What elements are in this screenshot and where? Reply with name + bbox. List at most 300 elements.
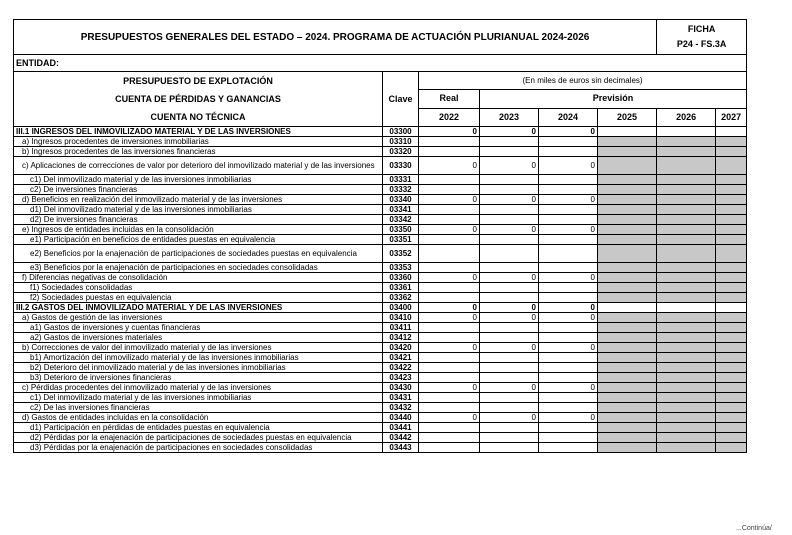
row-description: d2) De inversiones financieras bbox=[14, 215, 383, 225]
row-description: c1) Del inmovilizado material y de las inversiones inmobiliarias bbox=[14, 393, 383, 403]
value-cell[interactable]: 0 bbox=[539, 313, 598, 323]
row-clave: 03332 bbox=[383, 185, 419, 195]
prevision-cell bbox=[657, 245, 716, 263]
value-cell[interactable] bbox=[539, 443, 598, 453]
prevision-cell bbox=[716, 205, 747, 215]
value-cell[interactable] bbox=[539, 393, 598, 403]
row-clave: 03400 bbox=[383, 303, 419, 313]
prevision-cell[interactable] bbox=[716, 303, 747, 313]
prevision-cell bbox=[716, 413, 747, 423]
value-cell[interactable]: 0 bbox=[480, 157, 539, 175]
prevision-cell bbox=[657, 423, 716, 433]
table-row bbox=[14, 185, 747, 195]
value-cell[interactable]: 0 bbox=[480, 225, 539, 235]
value-cell[interactable]: 0 bbox=[419, 157, 480, 175]
table-row bbox=[14, 137, 747, 147]
value-cell[interactable]: 0 bbox=[539, 157, 598, 175]
prevision-cell bbox=[716, 323, 747, 333]
value-cell[interactable] bbox=[419, 443, 480, 453]
prevision-cell bbox=[716, 245, 747, 263]
prevision-cell bbox=[657, 175, 716, 185]
table-row bbox=[14, 303, 747, 313]
value-cell[interactable] bbox=[480, 373, 539, 383]
value-cell[interactable]: 0 bbox=[480, 413, 539, 423]
form-sheet bbox=[13, 19, 746, 453]
value-cell[interactable]: 0 bbox=[419, 313, 480, 323]
prevision-cell bbox=[598, 175, 657, 185]
value-cell[interactable] bbox=[419, 137, 480, 147]
value-cell[interactable]: 0 bbox=[539, 413, 598, 423]
section-line-3: CUENTA NO TÉCNICA bbox=[150, 112, 246, 122]
row-clave: 03422 bbox=[383, 363, 419, 373]
prevision-cell bbox=[598, 413, 657, 423]
prevision-cell[interactable] bbox=[657, 127, 716, 137]
row-description: f) Diferencias negativas de consolidación bbox=[14, 273, 383, 283]
prevision-cell bbox=[716, 273, 747, 283]
prevision-cell bbox=[598, 363, 657, 373]
value-cell[interactable]: 0 bbox=[480, 273, 539, 283]
value-cell[interactable]: 0 bbox=[539, 383, 598, 393]
prevision-cell bbox=[716, 363, 747, 373]
table-row bbox=[14, 393, 747, 403]
value-cell[interactable] bbox=[419, 353, 480, 363]
row-description: b2) Deterioro del inmovilizado material y de las inversiones inmobiliarias bbox=[14, 363, 383, 373]
prevision-cell bbox=[657, 393, 716, 403]
value-cell[interactable] bbox=[539, 147, 598, 157]
value-cell[interactable] bbox=[539, 283, 598, 293]
value-cell[interactable] bbox=[539, 293, 598, 303]
table-row bbox=[14, 157, 747, 175]
value-cell[interactable] bbox=[480, 185, 539, 195]
prevision-cell bbox=[657, 185, 716, 195]
value-cell[interactable]: 0 bbox=[539, 303, 598, 313]
table-row bbox=[14, 433, 747, 443]
value-cell[interactable]: 0 bbox=[419, 225, 480, 235]
value-cell[interactable] bbox=[539, 333, 598, 343]
row-clave: 03342 bbox=[383, 215, 419, 225]
table-row bbox=[14, 423, 747, 433]
year-header: 2024 bbox=[539, 108, 598, 126]
table-row bbox=[14, 383, 747, 393]
row-description: c1) Del inmovilizado material y de las inversiones inmobiliarias bbox=[14, 175, 383, 185]
prevision-cell bbox=[716, 283, 747, 293]
section-line-1: PRESUPUESTO DE EXPLOTACIÓN bbox=[123, 76, 273, 86]
value-cell[interactable] bbox=[480, 263, 539, 273]
value-cell[interactable] bbox=[539, 433, 598, 443]
prevision-cell bbox=[657, 343, 716, 353]
value-cell[interactable] bbox=[419, 175, 480, 185]
table-row bbox=[14, 235, 747, 245]
prevision-cell bbox=[598, 403, 657, 413]
prevision-cell bbox=[657, 235, 716, 245]
prevision-cell bbox=[598, 323, 657, 333]
table-row bbox=[14, 263, 747, 273]
year-header: 2026 bbox=[657, 108, 716, 126]
row-clave: 03352 bbox=[383, 245, 419, 263]
table-row bbox=[14, 363, 747, 373]
prevision-cell bbox=[657, 283, 716, 293]
row-clave: 03423 bbox=[383, 373, 419, 383]
row-clave: 03360 bbox=[383, 273, 419, 283]
prevision-cell bbox=[716, 263, 747, 273]
row-clave: 03411 bbox=[383, 323, 419, 333]
row-description: d1) Participación en pérdidas de entidades puestas en equivalencia bbox=[14, 423, 383, 433]
value-cell[interactable] bbox=[480, 293, 539, 303]
prevision-cell bbox=[716, 195, 747, 205]
prevision-cell bbox=[598, 273, 657, 283]
prevision-cell bbox=[598, 205, 657, 215]
prevision-cell bbox=[598, 373, 657, 383]
value-cell[interactable] bbox=[539, 403, 598, 413]
row-description: e2) Beneficios por la enajenación de participaciones de sociedades puestas en equivalencia bbox=[14, 245, 383, 263]
table-row bbox=[14, 323, 747, 333]
row-description: a1) Gastos de inversiones y cuentas financieras bbox=[14, 323, 383, 333]
prevision-cell bbox=[657, 313, 716, 323]
row-clave: 03353 bbox=[383, 263, 419, 273]
value-cell[interactable] bbox=[419, 323, 480, 333]
row-description: b1) Amortización del inmovilizado material y de las inversiones inmobiliarias bbox=[14, 353, 383, 363]
row-description: a) Gastos de gestión de las inversiones bbox=[14, 313, 383, 323]
prevision-cell[interactable] bbox=[657, 303, 716, 313]
row-clave: 03320 bbox=[383, 147, 419, 157]
ficha-code: P24 - FS.3A bbox=[676, 39, 727, 49]
prevision-cell bbox=[598, 293, 657, 303]
prevision-cell bbox=[716, 333, 747, 343]
row-clave: 03310 bbox=[383, 137, 419, 147]
prevision-cell bbox=[598, 383, 657, 393]
prevision-cell bbox=[716, 433, 747, 443]
row-clave: 03351 bbox=[383, 235, 419, 245]
prevision-cell bbox=[657, 225, 716, 235]
value-cell[interactable] bbox=[539, 373, 598, 383]
table-row bbox=[14, 283, 747, 293]
prevision-cell bbox=[657, 323, 716, 333]
table-row bbox=[14, 443, 747, 453]
value-cell[interactable]: 0 bbox=[480, 343, 539, 353]
table-row bbox=[14, 205, 747, 215]
value-cell[interactable] bbox=[480, 175, 539, 185]
prevision-cell bbox=[716, 137, 747, 147]
prevision-cell bbox=[657, 293, 716, 303]
value-cell[interactable] bbox=[419, 333, 480, 343]
table-row bbox=[14, 353, 747, 363]
row-clave: 03442 bbox=[383, 433, 419, 443]
row-clave: 03430 bbox=[383, 383, 419, 393]
value-cell[interactable] bbox=[480, 403, 539, 413]
section-line-2: CUENTA DE PÉRDIDAS Y GANANCIAS bbox=[115, 94, 281, 104]
prevision-cell bbox=[716, 353, 747, 363]
prevision-cell bbox=[598, 245, 657, 263]
entidad-field[interactable]: ENTIDAD: bbox=[14, 55, 747, 72]
value-cell[interactable] bbox=[480, 245, 539, 263]
table-row bbox=[14, 245, 747, 263]
value-cell[interactable] bbox=[419, 263, 480, 273]
value-cell[interactable]: 0 bbox=[419, 413, 480, 423]
table-row bbox=[14, 333, 747, 343]
value-cell[interactable]: 0 bbox=[419, 273, 480, 283]
value-cell[interactable]: 0 bbox=[480, 303, 539, 313]
value-cell[interactable] bbox=[419, 293, 480, 303]
prevision-cell bbox=[657, 383, 716, 393]
prevision-cell bbox=[716, 423, 747, 433]
value-cell[interactable] bbox=[480, 323, 539, 333]
row-clave: 03300 bbox=[383, 127, 419, 137]
value-cell[interactable]: 0 bbox=[539, 225, 598, 235]
year-header: 2023 bbox=[480, 108, 539, 126]
row-clave: 03362 bbox=[383, 293, 419, 303]
prevision-cell bbox=[716, 147, 747, 157]
value-cell[interactable] bbox=[419, 283, 480, 293]
row-description: c) Pérdidas procedentes del inmovilizado material y de las inversiones bbox=[14, 383, 383, 393]
value-cell[interactable] bbox=[419, 403, 480, 413]
value-cell[interactable] bbox=[419, 147, 480, 157]
row-description: e) Ingresos de entidades incluidas en la consolidación bbox=[14, 225, 383, 235]
prevision-cell bbox=[598, 393, 657, 403]
budget-table bbox=[13, 19, 747, 453]
value-cell[interactable] bbox=[480, 333, 539, 343]
value-cell[interactable] bbox=[480, 363, 539, 373]
page-title: PRESUPUESTOS GENERALES DEL ESTADO – 2024. PROGRAMA DE ACTUACIÓN PLURIANUAL 2024-2026 bbox=[14, 20, 657, 55]
prevision-cell bbox=[598, 333, 657, 343]
value-cell[interactable]: 0 bbox=[419, 195, 480, 205]
value-cell[interactable] bbox=[539, 323, 598, 333]
value-cell[interactable] bbox=[480, 215, 539, 225]
prevision-cell bbox=[598, 157, 657, 175]
real-header: Real bbox=[419, 90, 480, 108]
row-description: d3) Pérdidas por la enajenación de participaciones en sociedades consolidadas bbox=[14, 443, 383, 453]
value-cell[interactable] bbox=[419, 185, 480, 195]
value-cell[interactable] bbox=[480, 443, 539, 453]
row-description: III.2 GASTOS DEL INMOVILIZADO MATERIAL Y DE LAS INVERSIONES bbox=[14, 303, 383, 313]
prevision-header: Previsión bbox=[480, 90, 747, 108]
value-cell[interactable] bbox=[480, 433, 539, 443]
prevision-cell bbox=[657, 433, 716, 443]
prevision-cell bbox=[716, 215, 747, 225]
year-header: 2025 bbox=[598, 108, 657, 126]
row-clave: 03412 bbox=[383, 333, 419, 343]
prevision-cell bbox=[657, 263, 716, 273]
prevision-cell bbox=[598, 423, 657, 433]
table-row bbox=[14, 225, 747, 235]
value-cell[interactable] bbox=[539, 263, 598, 273]
row-clave: 03432 bbox=[383, 403, 419, 413]
value-cell[interactable] bbox=[480, 353, 539, 363]
value-cell[interactable]: 0 bbox=[539, 343, 598, 353]
value-cell[interactable] bbox=[419, 433, 480, 443]
row-description: c) Aplicaciones de correcciones de valor por deterioro del inmovilizado material y de las inversiones bbox=[14, 157, 383, 175]
units-note: (En miles de euros sin decimales) bbox=[419, 72, 747, 90]
table-row bbox=[14, 313, 747, 323]
value-cell[interactable] bbox=[419, 215, 480, 225]
row-description: e3) Beneficios por la enajenación de participaciones en sociedades consolidadas bbox=[14, 263, 383, 273]
value-cell[interactable] bbox=[419, 373, 480, 383]
prevision-cell bbox=[657, 195, 716, 205]
table-row bbox=[14, 343, 747, 353]
value-cell[interactable]: 0 bbox=[539, 195, 598, 205]
prevision-cell bbox=[716, 175, 747, 185]
row-description: b) Correcciones de valor del inmovilizado material y de las inversiones bbox=[14, 343, 383, 353]
row-clave: 03441 bbox=[383, 423, 419, 433]
value-cell[interactable] bbox=[419, 205, 480, 215]
prevision-cell bbox=[657, 363, 716, 373]
row-description: c2) De las inversiones financieras bbox=[14, 403, 383, 413]
value-cell[interactable] bbox=[480, 423, 539, 433]
row-description: f2) Sociedades puestas en equivalencia bbox=[14, 293, 383, 303]
section-header bbox=[14, 72, 383, 127]
prevision-cell bbox=[657, 205, 716, 215]
row-description: d) Gastos de entidades incluidas en la consolidación bbox=[14, 413, 383, 423]
row-clave: 03443 bbox=[383, 443, 419, 453]
prevision-cell bbox=[657, 147, 716, 157]
row-description: d2) Pérdidas por la enajenación de participaciones de sociedades puestas en equivalencia bbox=[14, 433, 383, 443]
row-clave: 03330 bbox=[383, 157, 419, 175]
prevision-cell bbox=[657, 273, 716, 283]
value-cell[interactable] bbox=[480, 205, 539, 215]
prevision-cell bbox=[716, 225, 747, 235]
table-row bbox=[14, 413, 747, 423]
prevision-cell bbox=[657, 373, 716, 383]
prevision-cell bbox=[598, 343, 657, 353]
table-row bbox=[14, 215, 747, 225]
value-cell[interactable]: 0 bbox=[480, 383, 539, 393]
prevision-cell bbox=[716, 343, 747, 353]
prevision-cell bbox=[598, 137, 657, 147]
row-clave: 03420 bbox=[383, 343, 419, 353]
prevision-cell bbox=[598, 263, 657, 273]
value-cell[interactable] bbox=[539, 423, 598, 433]
row-description: c2) De inversiones financieras bbox=[14, 185, 383, 195]
row-clave: 03431 bbox=[383, 393, 419, 403]
prevision-cell bbox=[598, 283, 657, 293]
prevision-cell bbox=[716, 313, 747, 323]
prevision-cell bbox=[716, 403, 747, 413]
value-cell[interactable] bbox=[539, 205, 598, 215]
value-cell[interactable] bbox=[539, 353, 598, 363]
prevision-cell bbox=[716, 185, 747, 195]
row-clave: 03331 bbox=[383, 175, 419, 185]
prevision-cell bbox=[657, 443, 716, 453]
continua-note: ...Continúa/ bbox=[736, 525, 772, 532]
value-cell[interactable] bbox=[480, 137, 539, 147]
prevision-cell bbox=[716, 293, 747, 303]
prevision-cell bbox=[657, 333, 716, 343]
value-cell[interactable] bbox=[480, 235, 539, 245]
prevision-cell bbox=[657, 353, 716, 363]
value-cell[interactable]: 0 bbox=[480, 195, 539, 205]
value-cell[interactable]: 0 bbox=[419, 383, 480, 393]
prevision-cell bbox=[657, 215, 716, 225]
prevision-cell bbox=[598, 353, 657, 363]
value-cell[interactable]: 0 bbox=[419, 343, 480, 353]
table-row bbox=[14, 293, 747, 303]
prevision-cell bbox=[598, 185, 657, 195]
value-cell[interactable] bbox=[419, 423, 480, 433]
value-cell[interactable] bbox=[419, 393, 480, 403]
prevision-cell bbox=[598, 443, 657, 453]
value-cell[interactable]: 0 bbox=[480, 313, 539, 323]
value-cell[interactable] bbox=[539, 363, 598, 373]
table-row bbox=[14, 195, 747, 205]
value-cell[interactable] bbox=[539, 215, 598, 225]
table-row bbox=[14, 175, 747, 185]
row-description: b) Ingresos procedentes de las inversiones financieras bbox=[14, 147, 383, 157]
prevision-cell bbox=[598, 215, 657, 225]
value-cell[interactable] bbox=[480, 283, 539, 293]
row-clave: 03341 bbox=[383, 205, 419, 215]
row-description: e1) Participación en beneficios de entidades puestas en equivalencia bbox=[14, 235, 383, 245]
prevision-cell bbox=[657, 157, 716, 175]
table-row bbox=[14, 373, 747, 383]
prevision-cell bbox=[598, 313, 657, 323]
row-description: f1) Sociedades consolidadas bbox=[14, 283, 383, 293]
prevision-cell[interactable] bbox=[598, 303, 657, 313]
value-cell[interactable]: 0 bbox=[539, 127, 598, 137]
row-description: b3) Deterioro de inversiones financieras bbox=[14, 373, 383, 383]
row-description: d) Beneficios en realización del inmovilizado material y de las inversiones bbox=[14, 195, 383, 205]
clave-header: Clave bbox=[383, 72, 419, 127]
prevision-cell bbox=[716, 235, 747, 245]
table-row bbox=[14, 127, 747, 137]
ficha-label: FICHA bbox=[687, 24, 716, 34]
value-cell[interactable] bbox=[419, 363, 480, 373]
row-description: III.1 INGRESOS DEL INMOVILIZADO MATERIAL Y DE LAS INVERSIONES bbox=[14, 127, 383, 137]
row-description: a2) Gastos de inversiones materiales bbox=[14, 333, 383, 343]
table-row bbox=[14, 403, 747, 413]
row-clave: 03361 bbox=[383, 283, 419, 293]
value-cell[interactable] bbox=[539, 245, 598, 263]
value-cell[interactable] bbox=[419, 235, 480, 245]
year-header: 2027 bbox=[716, 108, 747, 126]
prevision-cell bbox=[598, 147, 657, 157]
value-cell[interactable]: 0 bbox=[539, 273, 598, 283]
value-cell[interactable] bbox=[419, 245, 480, 263]
value-cell[interactable]: 0 bbox=[419, 303, 480, 313]
prevision-cell bbox=[716, 157, 747, 175]
value-cell[interactable] bbox=[480, 147, 539, 157]
row-description: d1) Del inmovilizado material y de las inversiones inmobiliarias bbox=[14, 205, 383, 215]
value-cell[interactable]: 0 bbox=[480, 127, 539, 137]
prevision-cell[interactable] bbox=[716, 127, 747, 137]
row-description: a) Ingresos procedentes de inversiones inmobiliarias bbox=[14, 137, 383, 147]
table-row bbox=[14, 147, 747, 157]
value-cell[interactable] bbox=[539, 235, 598, 245]
value-cell[interactable] bbox=[539, 185, 598, 195]
prevision-cell bbox=[657, 137, 716, 147]
table-row bbox=[14, 273, 747, 283]
row-clave: 03421 bbox=[383, 353, 419, 363]
prevision-cell bbox=[598, 225, 657, 235]
prevision-cell bbox=[716, 373, 747, 383]
prevision-cell bbox=[598, 235, 657, 245]
year-header: 2022 bbox=[419, 108, 480, 126]
value-cell[interactable] bbox=[480, 393, 539, 403]
prevision-cell bbox=[716, 443, 747, 453]
ficha-box bbox=[657, 20, 747, 55]
value-cell[interactable] bbox=[539, 137, 598, 147]
value-cell[interactable]: 0 bbox=[419, 127, 480, 137]
prevision-cell bbox=[716, 383, 747, 393]
prevision-cell[interactable] bbox=[598, 127, 657, 137]
row-clave: 03440 bbox=[383, 413, 419, 423]
prevision-cell bbox=[657, 403, 716, 413]
row-clave: 03410 bbox=[383, 313, 419, 323]
prevision-cell bbox=[598, 433, 657, 443]
prevision-cell bbox=[716, 393, 747, 403]
row-clave: 03350 bbox=[383, 225, 419, 235]
row-clave: 03340 bbox=[383, 195, 419, 205]
prevision-cell bbox=[657, 413, 716, 423]
value-cell[interactable] bbox=[539, 175, 598, 185]
